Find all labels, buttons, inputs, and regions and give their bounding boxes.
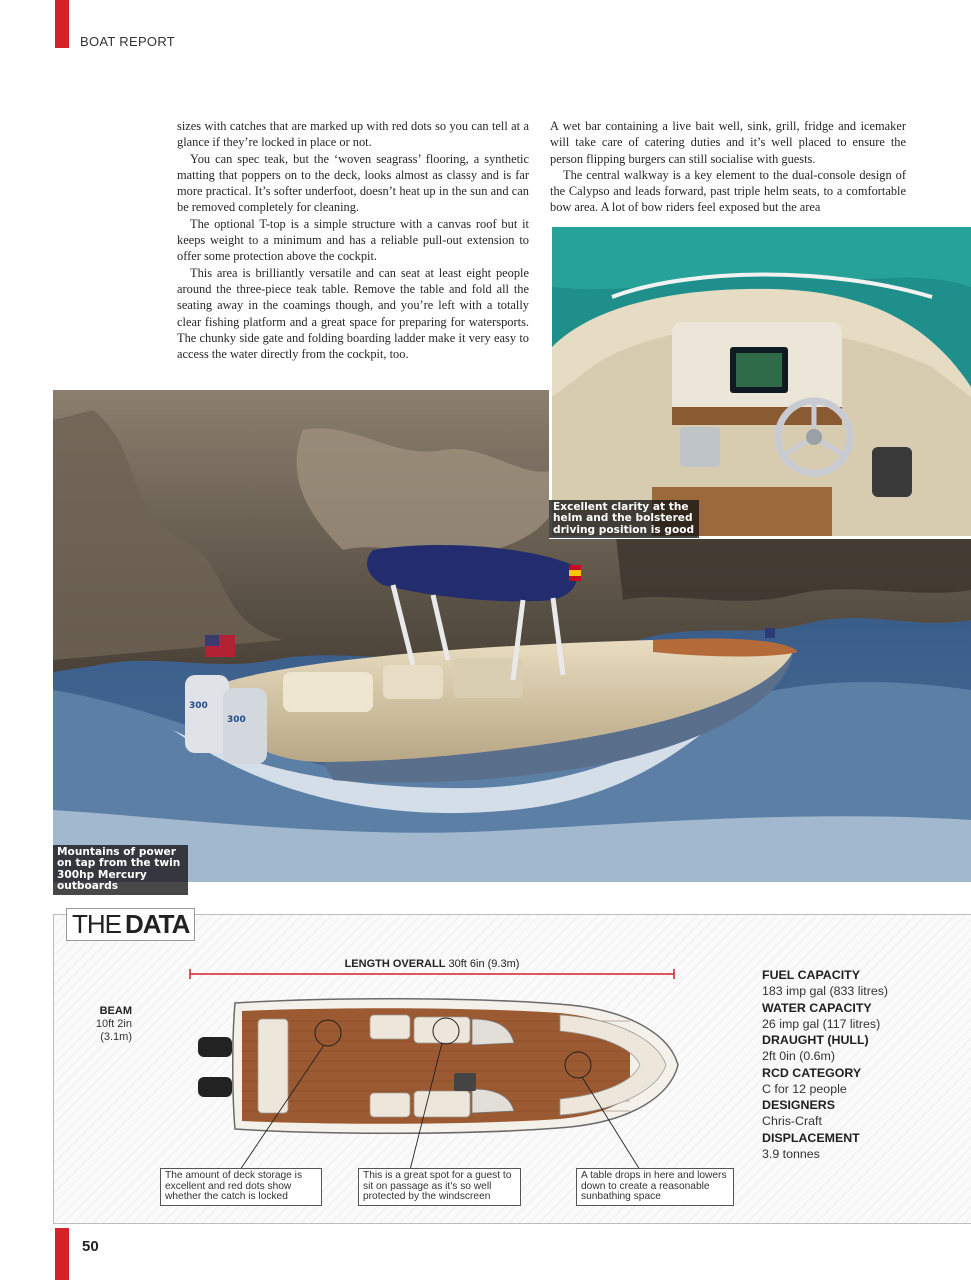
- spec-draught: [762, 1032, 962, 1065]
- data-panel-title: [66, 908, 195, 941]
- spec-label: FUEL CAPACITY: [762, 968, 860, 982]
- red-tab-bottom: [55, 1228, 69, 1280]
- beam-title: BEAM: [99, 1005, 132, 1017]
- spec-label: DRAUGHT (HULL): [762, 1033, 869, 1047]
- beam-metric: (3.1m): [100, 1031, 132, 1043]
- spec-label: RCD CATEGORY: [762, 1065, 862, 1080]
- deck-plan-illustration: [180, 965, 690, 1185]
- callout-guest-seat: This is a great spot for a guest to sit on passage as it’s so well protected by the windscreen: [358, 1168, 521, 1206]
- spec-value: 26 imp gal (117 litres): [762, 1016, 881, 1031]
- spec-label: WATER CAPACITY: [762, 1000, 872, 1015]
- spec-rcd-category: [762, 1065, 962, 1098]
- engine-label: 300: [189, 701, 208, 711]
- spec-fuel-capacity: [762, 967, 962, 1000]
- outboard-engine: [223, 688, 267, 764]
- spec-displacement: [762, 1130, 962, 1163]
- helm-illustration: [552, 227, 971, 536]
- paragraph: You can spec teak, but the ‘woven seagrass’ flooring, a synthetic matting that poppers on to the deck, looks almost as classy and is far more practical. It’s softer underfoot, doesn’t heat up in the sun and can be removed completely for cleaning.: [177, 151, 529, 215]
- paragraph: This area is brilliantly versatile and can seat at least eight people around the three-piece teak table. Remove the table and fold all the seating away in the coamings though, and you’re left with a totally clear fishing platform and a great space for preparing for watersports. The chunky side gate and folding boarding ladder make it very easy to access the water directly from the cockpit, too.: [177, 265, 529, 362]
- spec-value: 183 imp gal (833 litres): [762, 984, 889, 998]
- spec-label: DESIGNERS: [762, 1098, 835, 1112]
- beam-imperial: 10ft 2in: [95, 1018, 132, 1030]
- main-photo-caption: Mountains of power on tap from the twin 300hp Mercury outboards: [53, 845, 188, 895]
- spec-designers: [762, 1097, 962, 1130]
- spec-water-capacity: [762, 1000, 962, 1033]
- deck-plan-diagram: [180, 965, 690, 1185]
- outboard-engine: [185, 675, 229, 753]
- loa-value: 30ft 6in (9.3m): [448, 958, 520, 970]
- helm-photo-caption: Excellent clarity at the helm and the bolstered driving position is good: [549, 500, 699, 538]
- beam-label: [88, 1005, 132, 1044]
- spec-list: [762, 967, 962, 1162]
- callout-bow-table: A table drops in here and lowers down to create a reasonable sunbathing space: [576, 1168, 734, 1206]
- spec-value: 2ft 0in (0.6m): [762, 1049, 835, 1063]
- red-tab-top: [55, 0, 69, 48]
- spec-label: DISPLACEMENT: [762, 1130, 860, 1145]
- loa-label: LENGTH OVERALL: [344, 958, 446, 970]
- article-column-right: [550, 118, 906, 216]
- paragraph: sizes with catches that are marked up with red dots so you can tell at a glance if they’re locked in place or not.: [177, 119, 529, 150]
- data-title-light: THE: [72, 909, 121, 939]
- spec-value: C for 12 people: [762, 1081, 847, 1096]
- article-column-left: [177, 118, 529, 362]
- helm-photo: [549, 227, 971, 539]
- data-title-bold: DATA: [125, 909, 190, 939]
- outboard-engine-icon: [198, 1037, 232, 1057]
- callout-deck-storage: The amount of deck storage is excellent and red dots show whether the catch is locked: [160, 1168, 322, 1206]
- spec-value: Chris-Craft: [762, 1114, 822, 1128]
- outboard-engine-icon: [198, 1077, 232, 1097]
- paragraph: The optional T-top is a simple structure with a canvas roof but it keeps weight to a minimum and has a reliable pull-out extension to offer some protection above the cockpit.: [177, 216, 529, 264]
- paragraph: The central walkway is a key element to the dual-console design of the Calypso and leads forward, past triple helm seats, to a comfortable bow area. A lot of bow riders feel exposed but the area: [550, 167, 906, 215]
- spec-value: 3.9 tonnes: [762, 1146, 820, 1161]
- engine-label: 300: [227, 715, 246, 725]
- paragraph: A wet bar containing a live bait well, sink, grill, fridge and icemaker will take care of catering duties and it’s well placed to ensure the person flipping burgers can still socialise with guests.: [550, 119, 906, 166]
- page-number: 50: [82, 1238, 99, 1255]
- section-label: BOAT REPORT: [80, 34, 176, 49]
